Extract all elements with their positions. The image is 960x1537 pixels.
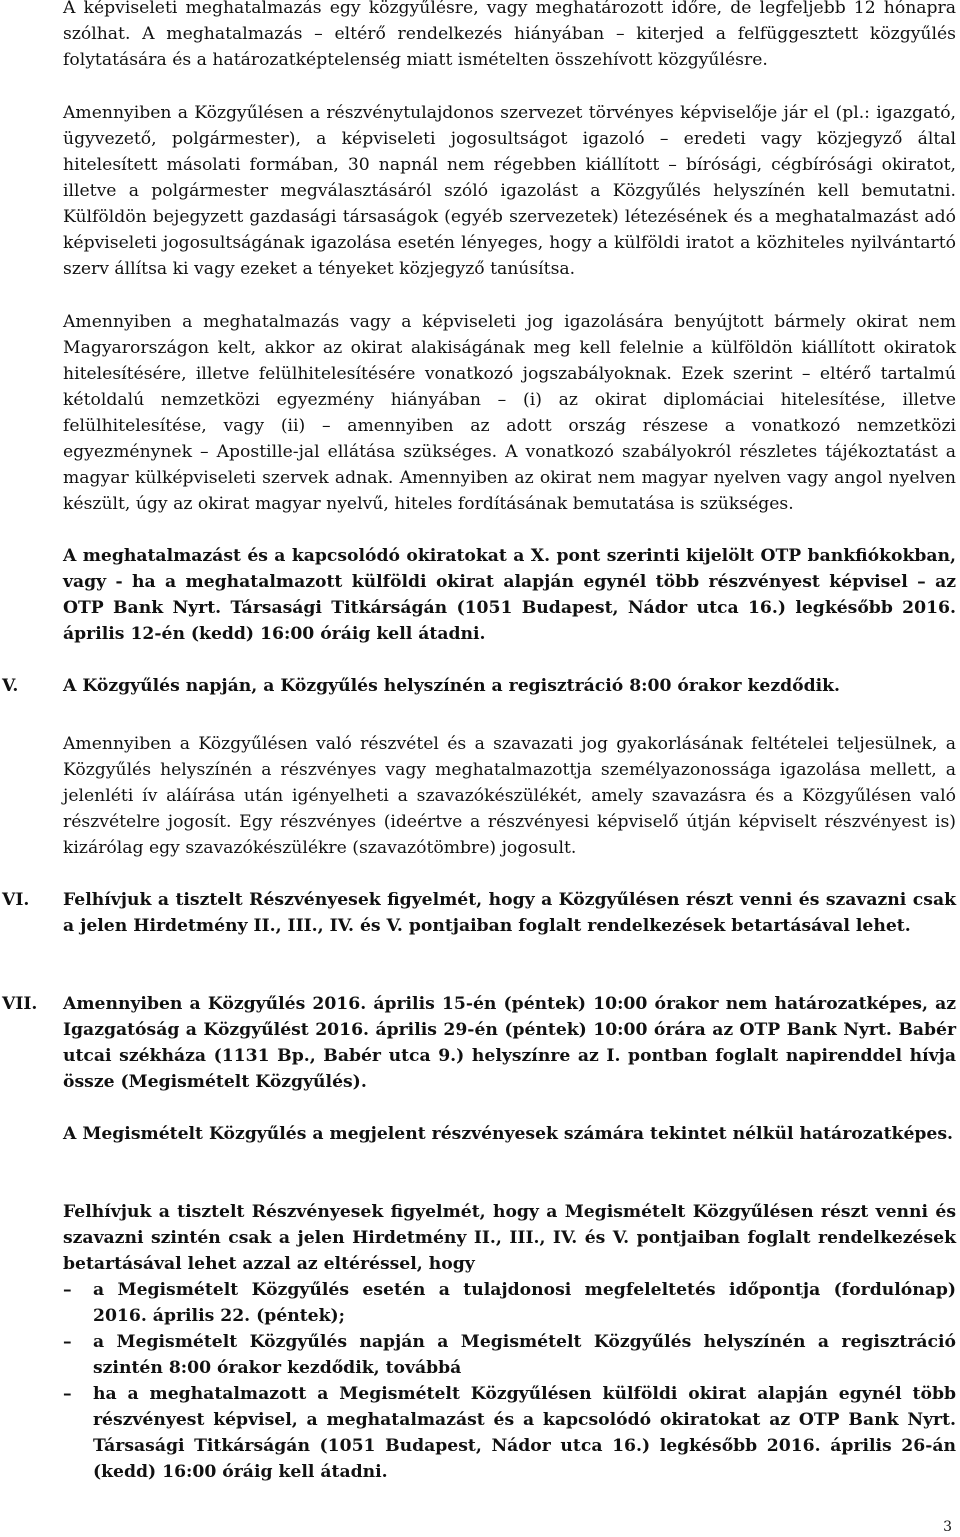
paragraph-authorization-validity: A képviseleti meghatalmazás egy közgyűlésre, vagy meghatározott időre, de legfeljebb 12 hónapra szólhat. A meghatalmazás – eltérő rendelkezés hiányában – kiterjed a felfüggesztett közgyűlés folytatására és a határozatképtelenség miatt ismételten összehívott közgyűlésre. xyxy=(63,0,956,70)
section-number-v: V. xyxy=(2,676,19,696)
section-vi-heading: Felhívjuk a tisztelt Részvényesek figyelmét, hogy a Közgyűlésen részt venni és szavazni csak a jelen Hirdetmény II., III., IV. és V. pontjaiban foglalt rendelkezések betartásával lehet. xyxy=(63,890,956,936)
section-vii-heading: Amennyiben a Közgyűlés 2016. április 15-én (péntek) 10:00 órakor nem határozatképes, az Igazgatóság a Közgyűlést 2016. április 29-én (péntek) 10:00 órára az OTP Bank Nyrt. Babér utcai székháza (1131 Bp., Babér utca 9.) helyszínre az I. pontban foglalt napirenddel hívja össze (Megismételt Közgyűlés). xyxy=(63,994,956,1092)
list-item-text: a Megismételt Közgyűlés napján a Megismételt Közgyűlés helyszínén a regisztráció szintén 8:00 órakor kezdődik, továbbá xyxy=(93,1332,956,1378)
dash-bullet: – xyxy=(63,1280,72,1300)
list-item xyxy=(63,1329,956,1381)
dash-bullet: – xyxy=(63,1332,72,1352)
section-vii-notice: Felhívjuk a tisztelt Részvényesek figyelmét, hogy a Megismételt Közgyűlésen részt venni és szavazni szintén csak a jelen Hirdetmény II., III., IV. és V. pontjaiban foglalt rendelkezések betartásával lehet azzal az eltéréssel, hogy xyxy=(63,1202,956,1274)
section-number-vi: VI. xyxy=(2,890,30,910)
paragraph-legal-representative: Amennyiben a Közgyűlésen a részvénytulajdonos szervezet törvényes képviselője jár el (pl.: igazgató, ügyvezető, polgármester), a képviseleti jogosultságot igazoló – eredeti vagy közjegyző által hitelesített másolati formában, 30 napnál nem régebben kiállított – bírósági, cégbírósági okiratot, illetve a polgármester megválasztásáról szóló igazolást a Közgyűlés helyszínén kell bemutatni. Külföldön bejegyzett gazdasági társaságok (egyéb szervezetek) létezésének és a meghatalmazást adó képviseleti jogosultságának igazolása esetén lényeges, hogy a külföldi iratot a közhiteles nyilvántartó szerv állítsa ki vagy ezeket a tényeket közjegyző tanúsítsa. xyxy=(63,103,956,279)
dash-bullet: – xyxy=(63,1384,72,1404)
list-item-text: ha a meghatalmazott a Megismételt Közgyűlésen külföldi okirat alapján egynél több részvényest képvisel, a meghatalmazást és a kapcsolódó okiratokat az OTP Bank Nyrt. Társasági Titkárságán (1051 Budapest, Nádor utca 16.) legkésőbb 2016. április 26-án (kedd) 16:00 óráig kell átadni. xyxy=(93,1384,956,1482)
list-item xyxy=(63,1381,956,1485)
page-number: 3 xyxy=(943,1519,952,1535)
paragraph-foreign-documents: Amennyiben a meghatalmazás vagy a képviseleti jog igazolására benyújtott bármely okirat nem Magyarországon kelt, akkor az okirat alakiságának meg kell felelnie a külföldön kiállított okiratok hitelesítésére, illetve felülhitelesítésére vonatkozó jogszabályoknak. Ezek szerint – eltérő tartalmú kétoldalú nemzetközi egyezmény hiányában – (i) az okirat diplomáciai hitelesítése, illetve felülhitelesítése, vagy (ii) – amennyiben az adott ország részese a vonatkozó nemzetközi egyezménynek – Apostille-jal ellátása szükséges. A vonatkozó szabályokról részletes tájékoztatást a magyar külképviseleti szervek adnak. Amennyiben az okirat nem magyar nyelven vagy angol nyelven készült, úgy az okirat magyar nyelvű, hiteles fordításának bemutatása is szükséges. xyxy=(63,312,956,514)
section-vii-quorum: A Megismételt Közgyűlés a megjelent részvényesek számára tekintet nélkül határozatképes. xyxy=(63,1124,954,1144)
list-item xyxy=(63,1277,956,1329)
section-v-text: Amennyiben a Közgyűlésen való részvétel és a szavazati jog gyakorlásának feltételei teljesülnek, a Közgyűlés helyszínén a részvényes vagy meghatalmazottja személyazonossága igazolása mellett, a jelenléti ív aláírása után igényelheti a szavazókészülékét, amely szavazásra és a Közgyűlésen való részvételre jogosít. Egy részvényes (ideértve a részvényesi képviselő útján képviselt részvényest is) kizárólag egy szavazókészülékre (szavazótömbre) jogosult. xyxy=(63,734,956,858)
paragraph-submission-deadline: A meghatalmazást és a kapcsolódó okiratokat a X. pont szerinti kijelölt OTP bankfiókokban, vagy - ha a meghatalmazott külföldi okirat alapján egynél több részvényest képvisel – az OTP Bank Nyrt. Társasági Titkárságán (1051 Budapest, Nádor utca 16.) legkésőbb 2016. április 12-én (kedd) 16:00 óráig kell átadni. xyxy=(63,546,956,644)
list-item-text: a Megismételt Közgyűlés esetén a tulajdonosi megfeleltetés időpontja (fordulónap) 2016. április 22. (péntek); xyxy=(93,1280,956,1326)
section-v-heading: A Közgyűlés napján, a Közgyűlés helyszínén a regisztráció 8:00 órakor kezdődik. xyxy=(63,676,841,696)
section-number-vii: VII. xyxy=(2,994,38,1014)
